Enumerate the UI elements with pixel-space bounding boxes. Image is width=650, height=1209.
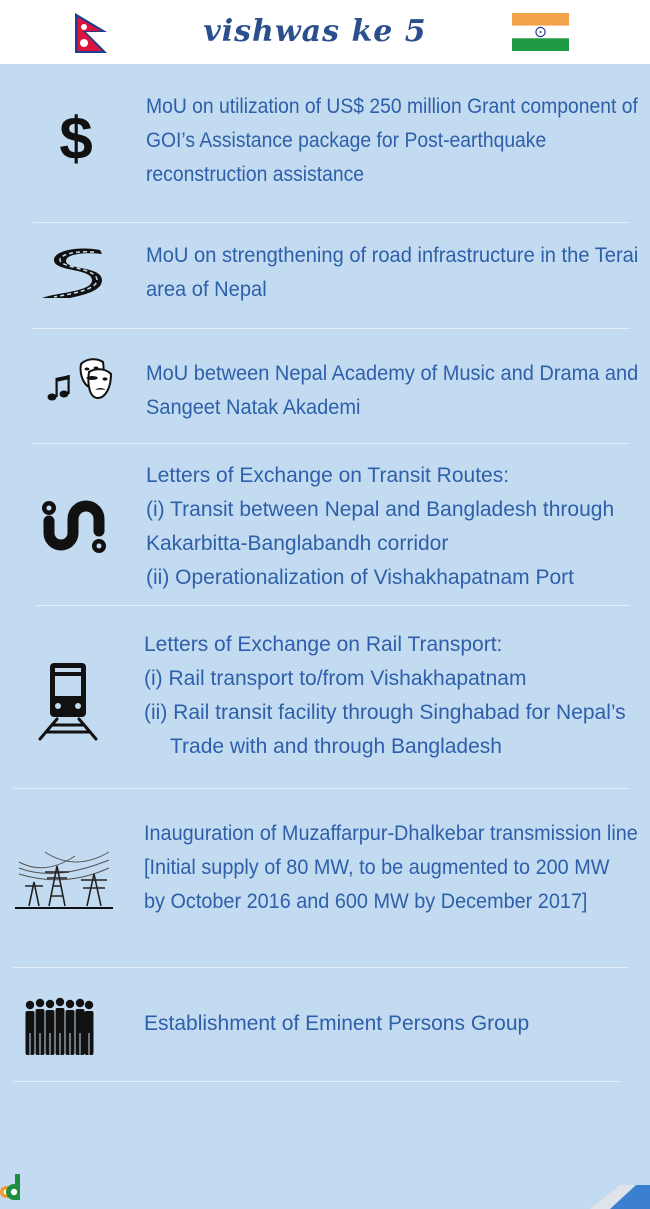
train-icon xyxy=(37,661,99,741)
item-line: Kakarbitta-Banglabandh corridor xyxy=(146,532,449,555)
item-text xyxy=(146,459,614,595)
divider xyxy=(36,605,630,606)
item-line: by October 2016 and 600 MW by December 2017] xyxy=(144,890,588,913)
music-drama-icon xyxy=(45,356,113,404)
divider xyxy=(33,328,630,329)
nepal-flag-icon xyxy=(73,12,109,54)
group-people-icon xyxy=(24,995,94,1057)
logo-icon xyxy=(0,1170,26,1204)
transmission-tower-icon xyxy=(15,842,113,912)
item-line: [Initial supply of 80 MW, to be augmented to 200 MW xyxy=(144,856,610,879)
item-line: Letters of Exchange on Rail Transport: xyxy=(144,633,503,656)
item-line: reconstruction assistance xyxy=(146,163,364,186)
divider xyxy=(33,443,630,444)
header xyxy=(0,0,650,64)
divider xyxy=(13,1081,620,1082)
item-line: area of Nepal xyxy=(146,278,267,301)
item-line: (ii) Operationalization of Vishakhapatnam Port xyxy=(146,566,575,589)
item-line: Establishment of Eminent Persons Group xyxy=(144,1012,530,1035)
page-title: vishwas ke 5 xyxy=(203,14,427,49)
divider xyxy=(33,222,630,223)
item-line: Letters of Exchange on Transit Routes: xyxy=(146,464,510,487)
item-line: (i) Rail transport to/from Vishakhapatnam xyxy=(144,667,527,690)
transit-route-icon xyxy=(40,493,108,559)
divider xyxy=(13,788,628,789)
item-line: Sangeet Natak Akademi xyxy=(146,396,361,419)
item-line: Inauguration of Muzaffarpur-Dhalkebar transmission line xyxy=(144,822,638,845)
india-flag-icon xyxy=(512,13,569,51)
item-line: (i) Transit between Nepal and Bangladesh through xyxy=(146,498,615,521)
divider xyxy=(13,967,628,968)
item-line: (ii) Rail transit facility through Singhabad for Nepal’s xyxy=(144,701,626,724)
item-text xyxy=(144,817,638,919)
item-text xyxy=(144,628,626,764)
item-line: MoU on strengthening of road infrastructure in the Terai xyxy=(146,244,639,267)
item-line: MoU between Nepal Academy of Music and Drama and xyxy=(146,362,639,385)
item-text xyxy=(146,357,638,425)
item-text xyxy=(144,1007,529,1041)
dollar-icon xyxy=(55,105,97,167)
item-line: GOI’s Assistance package for Post-earthquake xyxy=(146,129,547,152)
item-text xyxy=(146,90,638,192)
road-icon xyxy=(40,246,104,302)
corner-decoration-icon xyxy=(590,1185,650,1209)
item-line: Trade with and through Bangladesh xyxy=(170,735,502,758)
item-text xyxy=(146,239,638,307)
item-line: MoU on utilization of US$ 250 million Grant component of xyxy=(146,95,638,118)
svg-text:$: $ xyxy=(59,105,93,167)
